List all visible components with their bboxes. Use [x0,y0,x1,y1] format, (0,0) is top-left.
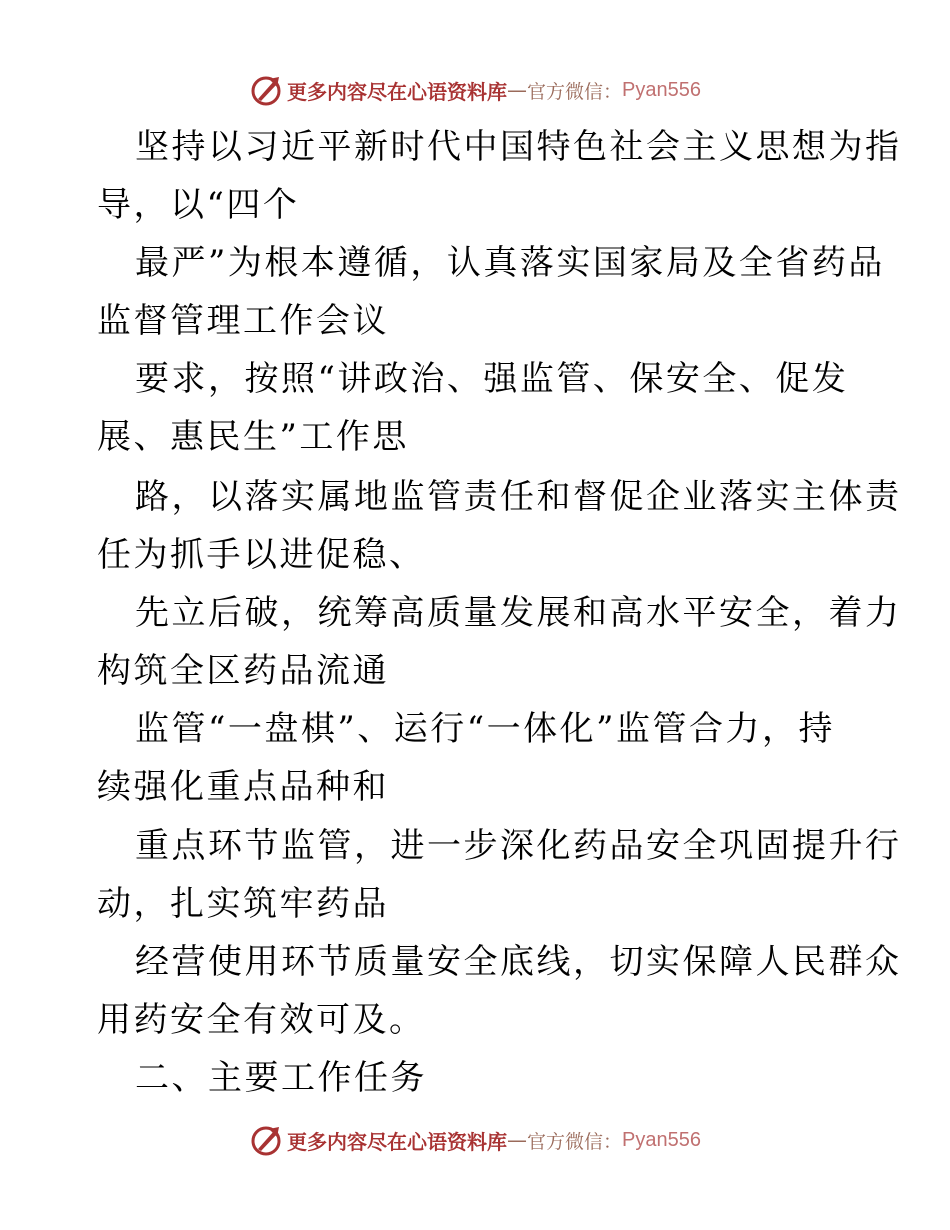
paragraph-line: 用药安全有效可及。 [97,1000,426,1040]
banner-dash: — [507,1128,527,1152]
paragraph-line: 导，以“四个 [97,185,300,225]
paragraph-line: 续强化重点品种和 [97,767,389,807]
quill-pen-seal-icon [249,1123,283,1157]
banner-main-text: 更多内容尽在心语资料库 [287,79,507,104]
banner-dash: — [507,78,527,102]
banner-sub-text: 官方微信： [527,1130,623,1153]
paragraph-line: 路，以落实属地监管责任和督促企业落实主体责 [135,477,902,517]
paragraph-line: 要求，按照“讲政治、强监管、保安全、促发 [135,359,849,399]
paragraph-line: 构筑全区药品流通 [97,651,389,691]
paragraph-line: 监督管理工作会议 [97,301,389,341]
header-banner [0,70,950,110]
paragraph-line: 动，扎实筑牢药品 [97,884,389,924]
banner-sub-text: 官方微信： [527,80,623,103]
banner-main-text: 更多内容尽在心语资料库 [287,1129,507,1154]
paragraph-line: 坚持以习近平新时代中国特色社会主义思想为指 [135,127,902,167]
paragraph-line: 重点环节监管，进一步深化药品安全巩固提升行 [135,826,902,866]
paragraph-line: 先立后破，统筹高质量发展和高水平安全，着力 [135,593,902,633]
paragraph-line: 经营使用环节质量安全底线，切实保障人民群众 [135,942,902,982]
quill-pen-seal-icon [249,73,283,107]
paragraph-line: 监管“一盘棋”、运行“一体化”监管合力，持 [135,709,836,749]
section-heading: 二、主要工作任务 [135,1058,427,1098]
paragraph-line: 展、惠民生”工作思 [97,417,409,457]
paragraph-line: 任为抓手以进促稳、 [97,535,426,575]
footer-banner [0,1120,950,1160]
banner-account-id: Pyan556 [622,1128,701,1151]
banner-account-id: Pyan556 [622,78,701,101]
paragraph-line: 最严”为根本遵循，认真落实国家局及全省药品 [135,243,885,283]
